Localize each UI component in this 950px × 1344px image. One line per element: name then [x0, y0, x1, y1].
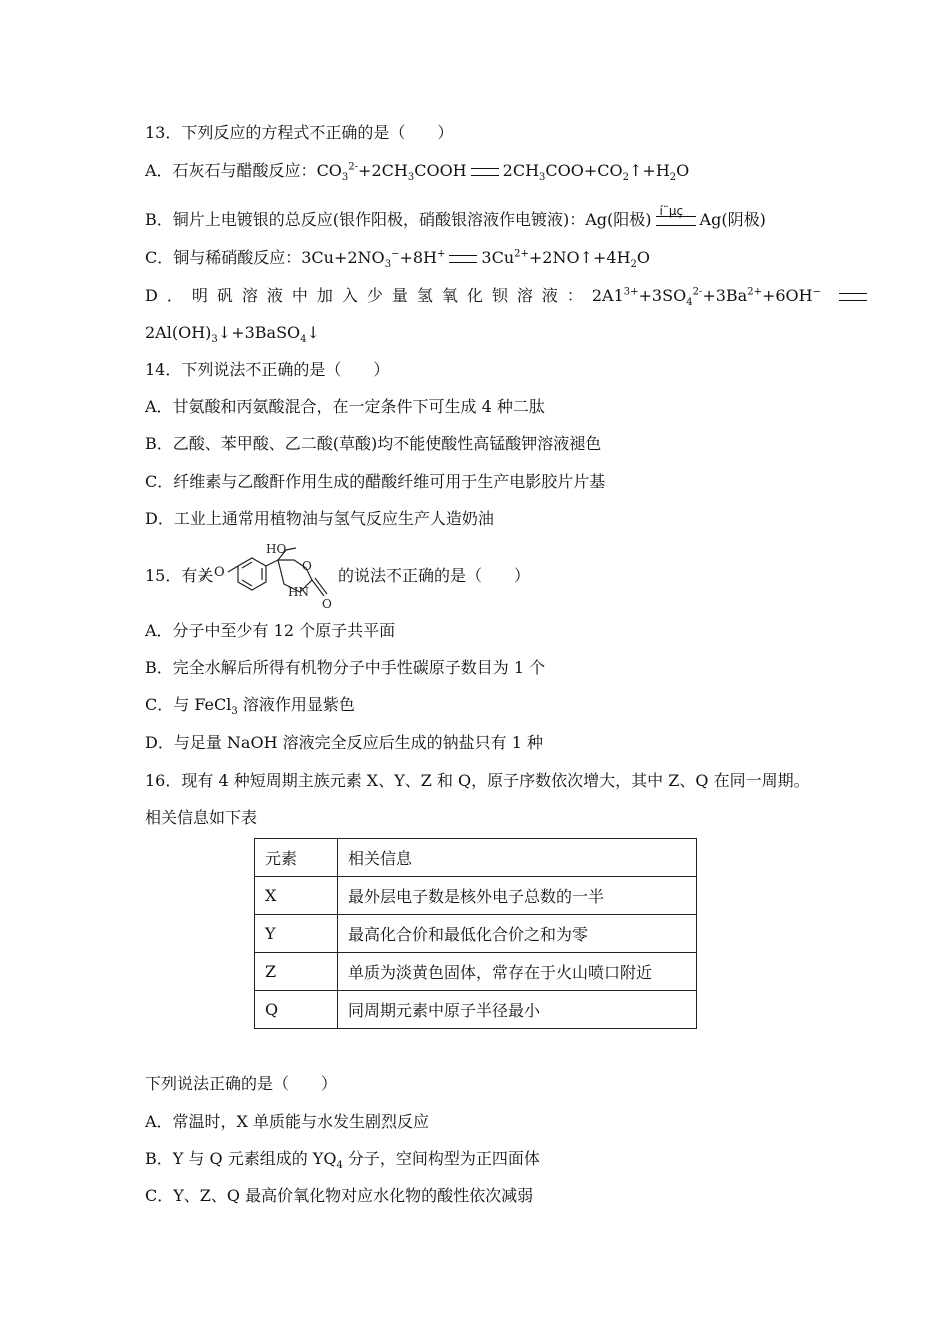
q15-option-d: D．与足量 NaOH 溶液完全反应后生成的钠盐只有 1 种 [145, 733, 543, 752]
equals-sign [839, 293, 867, 301]
ether-bond [228, 566, 238, 572]
molecule-structure [200, 540, 340, 612]
equals-sign [471, 168, 499, 176]
q15-stem-post: 的说法不正确的是（ ） [338, 566, 531, 585]
q16-stem: 16．现有 4 种短周期主族元素 X、Y、Z 和 Q，原子序数依次增大，其中 Z、Q 在同一周期。 [145, 771, 810, 790]
table-row [255, 991, 697, 1029]
q15-option-a: A．分子中至少有 12 个原子共平面 [145, 621, 396, 640]
q13-option-b: B．铜片上电镀银的总反应(银作阳极，硝酸银溶液作电镀液)：Ag(阳极) í¨µç Ag(阴极) [145, 203, 766, 229]
q14-stem: 14．下列说法不正确的是（ ） [145, 360, 390, 379]
table-cell: 单质为淡黄色固体，常存在于火山喷口附近 [338, 953, 697, 991]
q15-option-b: B．完全水解后所得有机物分子中手性碳原子数目为 1 个 [145, 658, 546, 677]
equals-sign [449, 255, 477, 263]
table-header-row [255, 839, 697, 877]
table-cell: Q [255, 991, 338, 1029]
q16-ask: 下列说法正确的是（ ） [145, 1074, 338, 1093]
q13-option-a: A．石灰石与醋酸反应：$CO_3^{2-}+2CH_3COOH$ $2CH_3COO+CO_2↑+H_2O$ [145, 161, 690, 184]
svg-text:O: O [214, 565, 225, 580]
table-cell: 同周期元素中原子半径最小 [338, 991, 697, 1029]
carbonyl-oxygen-label: O [322, 597, 332, 611]
table-cell: 最高化合价和最低化合价之和为零 [338, 915, 697, 953]
table-cell: Z [255, 953, 338, 991]
table-cell: 最外层电子数是核外电子总数的一半 [338, 877, 697, 915]
electrolysis-condition: í¨µç [656, 216, 696, 226]
ring-link-bond [266, 560, 278, 566]
q16-option-c: C．Y、Z、Q 最高价氧化物对应水化物的酸性依次减弱 [145, 1186, 534, 1205]
q15-stem-pre: 15．有关 [145, 566, 214, 585]
table-cell: Y [255, 915, 338, 953]
table-row [255, 877, 697, 915]
oh-bond [286, 548, 296, 550]
table-header-cell: 元素 [255, 839, 338, 877]
element-info-table [254, 838, 697, 1029]
q13-option-d: D．明矾溶液中加入少量氢氧化钡溶液：$2A1^{3+}+3SO_4^{2-}+3Ba^{2+}+6OH^-$ [145, 285, 871, 307]
q16-stem-2: 相关信息如下表 [145, 808, 258, 827]
table-header-cell: 相关信息 [338, 839, 697, 877]
methyl-bond [200, 572, 208, 580]
hn-label: HN [288, 585, 309, 599]
table-row [255, 953, 697, 991]
table-cell: X [255, 877, 338, 915]
q14-option-b: B．乙酸、苯甲酸、乙二酸(草酸)均不能使酸性高锰酸钾溶液褪色 [145, 434, 602, 453]
ho-label: HO [266, 542, 287, 556]
q14-option-d: D．工业上通常用植物油与氢气反应生产人造奶油 [145, 509, 494, 528]
ring-oxygen-label: O [302, 559, 312, 573]
q13-stem: 13．下列反应的方程式不正确的是（ ） [145, 123, 454, 142]
q16-option-a: A．常温时，X 单质能与水发生剧烈反应 [145, 1112, 430, 1131]
q13-option-d-line2: $2Al(OH)_3↓+3BaSO_4↓$ [145, 323, 320, 346]
table-row [255, 915, 697, 953]
q14-option-a: A．甘氨酸和丙氨酸混合，在一定条件下可生成 4 种二肽 [145, 397, 545, 416]
q15-option-c: C．与 FeCl$_3$ 溶液作用显紫色 [145, 695, 355, 718]
q13-option-c: C．铜与稀硝酸反应：$3Cu+2NO_3^-+8H^+$ $3Cu^{2+}+2NO↑+4H_2O$ [145, 248, 651, 271]
q14-option-c: C．纤维素与乙酸酐作用生成的醋酸纤维可用于生产电影胶片片基 [145, 472, 606, 491]
q16-option-b: B．Y 与 Q 元素组成的 $YQ_4$ 分子，空间构型为正四面体 [145, 1149, 540, 1172]
